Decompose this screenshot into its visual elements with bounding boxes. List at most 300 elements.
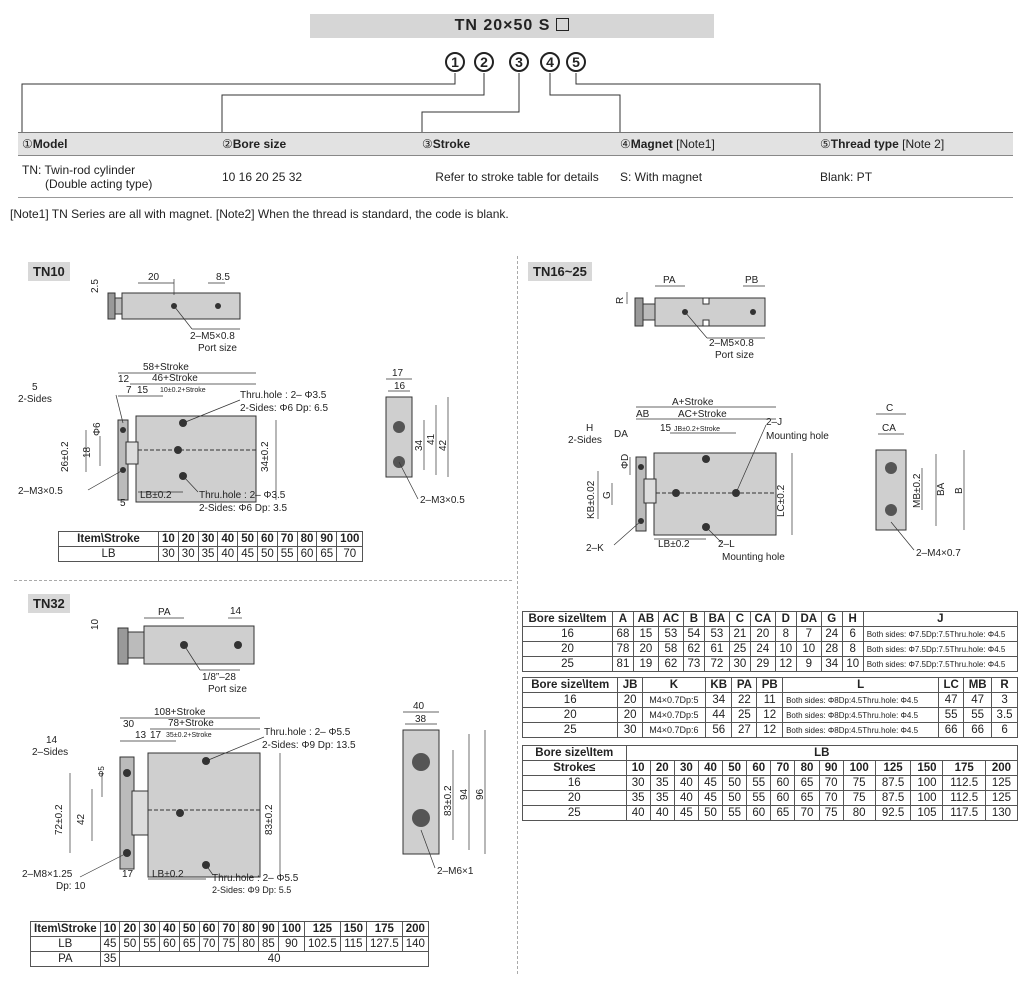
tn32-lb-label: LB±0.2: [152, 869, 184, 880]
tn32-lb-0: LB: [31, 937, 101, 952]
tn10-th-1: 10: [159, 532, 179, 547]
tn10-top-dim-2-5: 2.5: [90, 279, 101, 293]
tn32-dim-72: 72±0.2: [54, 804, 65, 835]
tn1625-side-b: B: [954, 487, 965, 494]
t3-s2: 30: [674, 761, 698, 776]
tn1625-mh2-label: Mounting hole: [722, 552, 785, 563]
tn32-lb-10: 90: [278, 937, 304, 952]
t1-r2-c0: 25: [523, 657, 613, 672]
tn10-top-port-label: Port size: [198, 343, 237, 354]
tn1625-title: TN16~25: [528, 262, 592, 281]
tn1625-t2-row-16: [523, 693, 1018, 708]
tn1625-top-pb: PB: [745, 275, 759, 286]
tn32-lb-table: [30, 921, 429, 967]
model-code-text: TN 20×50 S: [454, 17, 551, 34]
t3-r0-c0: 16: [523, 776, 627, 791]
tn32-lb-3: 55: [140, 937, 160, 952]
t2-th-1: JB: [618, 678, 642, 693]
t3-r1-c11: 87.5: [875, 791, 911, 806]
tn1625-t1-row-16: [523, 627, 1018, 642]
tn10-td-8: 60: [297, 547, 317, 562]
t2-r0-c1: 20: [618, 693, 642, 708]
t2-th-5: PB: [757, 678, 783, 693]
t2-r0-c5: 11: [757, 693, 783, 708]
tn32-th-5: 50: [179, 922, 199, 937]
tn10-td-1: 30: [159, 547, 179, 562]
position-4-circle: [540, 52, 560, 72]
tn32-th-9: 90: [259, 922, 279, 937]
t1-r0-c8: 8: [775, 627, 796, 642]
tn1625-table-1: [522, 611, 1018, 672]
t1-th-7: CA: [750, 612, 775, 627]
t1-r0-c7: 20: [750, 627, 775, 642]
t2-th-2: K: [642, 678, 705, 693]
tn32-side-94: 94: [459, 788, 470, 800]
tn10-side-m3: 2–M3×0.5: [420, 495, 465, 506]
t1-r1-c5: 61: [704, 642, 729, 657]
t3-r0-c7: 60: [771, 776, 795, 791]
tn32-table-row-pa: [31, 952, 429, 967]
tn32-lb-1: 45: [100, 937, 120, 952]
t2-r2-c9: 6: [992, 723, 1018, 738]
t1-r0-c4: 54: [683, 627, 704, 642]
t2-r2-c4: 27: [732, 723, 757, 738]
t1-r0-c3: 53: [658, 627, 683, 642]
t2-r1-c4: 25: [732, 708, 757, 723]
tn10-thru-hole-1b: 2-Sides: Φ6 Dp: 6.5: [240, 403, 329, 414]
position-2-circle: [474, 52, 494, 72]
tn32-thru-hole-1: Thru.hole : 2– Φ5.5: [264, 727, 351, 738]
tn32-top-rod: [128, 632, 144, 658]
t1-r0-c11: 6: [842, 627, 863, 642]
t1-th-4: B: [683, 612, 704, 627]
t3-r0-c5: 50: [723, 776, 747, 791]
t2-r2-c7: 66: [939, 723, 964, 738]
tn1625-front-view: [568, 395, 854, 570]
tn32-lb-2: 50: [120, 937, 140, 952]
header-model-title: Model: [32, 137, 68, 151]
tn32-lb-14: 140: [402, 937, 428, 952]
t1-r2-c8: 12: [775, 657, 796, 672]
tn32-side-38: 38: [415, 714, 427, 725]
tn32-dim-83: 83±0.2: [264, 804, 275, 835]
tn32-lb-4: 60: [160, 937, 180, 952]
tn10-dim-stroke: 10±0.2+Stroke: [160, 387, 206, 394]
t1-r1-c7: 24: [750, 642, 775, 657]
tn32-th-7: 70: [219, 922, 239, 937]
tn1625-top-view: [605, 268, 805, 368]
t1-th-0: Bore size\Item: [523, 612, 613, 627]
tn1625-t1-row-25: [523, 657, 1018, 672]
tn32-top-port-label: Port size: [208, 684, 247, 695]
tn1625-side-ba: BA: [936, 482, 947, 496]
t1-r2-c3: 62: [658, 657, 683, 672]
tn32-side-hole-1: [412, 753, 430, 771]
t3-r0-c4: 45: [698, 776, 722, 791]
tn1625-side-m4: 2–M4×0.7: [916, 548, 961, 559]
t1-r0-c6: 21: [729, 627, 750, 642]
tn32-side-hole-2: [412, 809, 430, 827]
tn32-dim-30: 30: [123, 719, 135, 730]
t3-stroke-header: Stroke≤: [523, 761, 627, 776]
t2-r1-c0: 20: [523, 708, 618, 723]
header-magnet: [616, 133, 816, 156]
model-table-header: [18, 133, 1013, 156]
tn32-dim-13: 13: [135, 730, 147, 741]
tn10-side-41: 41: [426, 433, 437, 445]
tn1625-top-port-spec: 2–M5×0.8: [709, 338, 754, 349]
tn1625-l-label: 2–L: [718, 539, 735, 550]
t3-h1: Bore size\Item: [523, 746, 627, 761]
header-stroke: [418, 133, 616, 156]
tn1625-t2-row-20: [523, 708, 1018, 723]
magnet-cell: S: With magnet: [616, 156, 816, 198]
tn1625-dim-a: A+Stroke: [672, 397, 714, 408]
tn32-pa-2: 40: [120, 952, 429, 967]
t2-r2-c2: M4×0.7Dp:6: [642, 723, 705, 738]
tn32-lb-7: 75: [219, 937, 239, 952]
t1-r2-c2: 19: [633, 657, 658, 672]
t1-th-10: G: [821, 612, 842, 627]
t3-r2-c14: 130: [985, 806, 1017, 821]
tn10-dim-46: 46+Stroke: [152, 373, 198, 384]
header-bore: [218, 133, 418, 156]
model-code: [310, 14, 714, 38]
tn1625-top-slot-1: [703, 298, 709, 304]
t3-r0-c8: 65: [795, 776, 819, 791]
thread-cell: Blank: PT: [816, 156, 1013, 198]
tn1625-dim-h: H: [586, 423, 594, 434]
tn10-dim-58: 58+Stroke: [143, 362, 189, 373]
t3-lb-header: LB: [626, 746, 1017, 761]
t3-r0-c1: 30: [626, 776, 650, 791]
tn10-td-9: 65: [317, 547, 337, 562]
position-3-circle: [509, 52, 529, 72]
bore-cell: 10 16 20 25 32: [218, 156, 418, 198]
tn1625-t2-header: [523, 678, 1018, 693]
t3-s11: 150: [911, 761, 943, 776]
tn32-hole-a: [176, 809, 184, 817]
t1-r0-c10: 24: [821, 627, 842, 642]
tn32-top-plate: [118, 628, 128, 664]
tn32-th-10: 100: [278, 922, 304, 937]
position-1-circle: [445, 52, 465, 72]
t3-r1-c0: 20: [523, 791, 627, 806]
tn1625-hole-c: [702, 455, 710, 463]
tn32-dim-14: 14: [46, 735, 58, 746]
tn1625-t3-row-25: [523, 806, 1018, 821]
t2-r0-c4: 22: [732, 693, 757, 708]
t3-r0-c14: 125: [985, 776, 1017, 791]
t3-r2-c7: 65: [771, 806, 795, 821]
tn10-td-5: 45: [238, 547, 258, 562]
tn32-top-pa: PA: [158, 607, 171, 618]
t3-r2-c9: 75: [819, 806, 843, 821]
tn10-th-9: 90: [317, 532, 337, 547]
t3-r0-c11: 87.5: [875, 776, 911, 791]
tn10-dim-34: 34±0.2: [260, 441, 271, 472]
tn10-th-3: 30: [198, 532, 218, 547]
tn10-front-rod-block: [126, 442, 138, 464]
tn10-td-3: 35: [198, 547, 218, 562]
tn10-th-7: 70: [277, 532, 297, 547]
tn1625-lb-label: LB±0.2: [658, 539, 690, 550]
t3-r2-c6: 60: [747, 806, 771, 821]
header-thread: [816, 133, 1013, 156]
t1-r2-c9: 9: [796, 657, 821, 672]
tn1625-top-slot-2: [703, 320, 709, 326]
tn10-thru-hole-2: Thru.hole : 2– Φ3.5: [199, 490, 286, 501]
t3-s5: 60: [747, 761, 771, 776]
t2-r0-c8: 47: [964, 693, 992, 708]
tn1625-mh-label: Mounting hole: [766, 431, 829, 442]
t1-r2-c11: 10: [842, 657, 863, 672]
t3-r2-c2: 40: [650, 806, 674, 821]
tn32-table-header: [31, 922, 429, 937]
tn32-lb-11: 102.5: [305, 937, 341, 952]
tn10-thru-hole-1: Thru.hole : 2– Φ3.5: [240, 390, 327, 401]
t3-r2-c1: 40: [626, 806, 650, 821]
tn32-side-m6: 2–M6×1: [437, 866, 474, 877]
tn10-side-hole-1: [393, 421, 405, 433]
position-1-label: 1: [451, 54, 459, 70]
t2-r0-c6: Both sides: Φ8Dp:4.5Thru.hole: Φ4.5: [783, 693, 939, 708]
tn1625-j-label: 2–J: [766, 417, 783, 428]
t3-r0-c9: 70: [819, 776, 843, 791]
tn32-table-row-lb: [31, 937, 429, 952]
t3-s4: 50: [723, 761, 747, 776]
tn32-dim-42: 42: [76, 813, 87, 825]
tn1625-side-mb: MB±0.2: [912, 473, 923, 508]
tn1625-dim-od: ΦD: [620, 453, 631, 469]
tn10-dim-26: 26±0.2: [60, 441, 71, 472]
tn10-sides-label: 2-Sides: [18, 394, 52, 405]
tn32-th-4: 40: [160, 922, 180, 937]
t2-r2-c0: 25: [523, 723, 618, 738]
t3-r1-c3: 40: [674, 791, 698, 806]
t1-r2-c7: 29: [750, 657, 775, 672]
t1-r0-c0: 16: [523, 627, 613, 642]
t3-r0-c13: 112.5: [943, 776, 986, 791]
t1-th-12: J: [863, 612, 1017, 627]
t2-r0-c7: 47: [939, 693, 964, 708]
tn32-pa-1: 35: [100, 952, 120, 967]
tn10-front-view: [18, 360, 358, 530]
t3-s6: 70: [771, 761, 795, 776]
model-line-2: (Double acting type): [45, 176, 153, 191]
t2-r1-c1: 20: [618, 708, 642, 723]
tn10-dim-15: 15: [137, 385, 149, 396]
tn32-top-14: 14: [230, 606, 242, 617]
t3-r2-c11: 92.5: [875, 806, 911, 821]
t1-r2-c12: Both sides: Φ7.5Dp:7.5Thru.hole: Φ4.5: [863, 657, 1017, 672]
t2-r2-c5: 12: [757, 723, 783, 738]
tn10-dim-phi6: Φ6: [92, 422, 103, 436]
tn1625-dim-jb: JB±0.2+Stroke: [674, 426, 721, 433]
tn10-m3-label: 2–M3×0.5: [18, 486, 63, 497]
tn1625-side-view: [862, 398, 1012, 568]
t3-r1-c2: 35: [650, 791, 674, 806]
t3-s1: 20: [650, 761, 674, 776]
tn32-top-10: 10: [90, 618, 101, 630]
tn1625-dim-da: DA: [614, 429, 628, 440]
horizontal-divider: [14, 580, 512, 581]
t1-th-3: AC: [658, 612, 683, 627]
tn10-side-42: 42: [438, 439, 449, 451]
tn32-dim-stroke: 35±0.2+Stroke: [166, 732, 212, 739]
tn10-title: TN10: [28, 262, 70, 281]
tn1625-t3-row-16: [523, 776, 1018, 791]
tn32-lb-13: 127.5: [366, 937, 402, 952]
t3-r1-c14: 125: [985, 791, 1017, 806]
tn32-dim-108: 108+Stroke: [154, 707, 206, 718]
header-magnet-note: [Note1]: [676, 137, 715, 151]
t1-r1-c8: 10: [775, 642, 796, 657]
tn10-td-2: 30: [178, 547, 198, 562]
t1-r0-c9: 7: [796, 627, 821, 642]
t1-r0-c1: 68: [612, 627, 633, 642]
tn10-table-header: [59, 532, 363, 547]
tn1625-t3-header-2: [523, 761, 1018, 776]
tn10-th-10: 100: [337, 532, 363, 547]
t2-r1-c5: 12: [757, 708, 783, 723]
t3-r1-c5: 50: [723, 791, 747, 806]
tn32-lb-6: 70: [199, 937, 219, 952]
t3-r1-c8: 65: [795, 791, 819, 806]
t2-r1-c7: 55: [939, 708, 964, 723]
tn1625-t3-row-20: [523, 791, 1018, 806]
t3-s10: 125: [875, 761, 911, 776]
tn32-th-12: 150: [340, 922, 366, 937]
tn10-table-row: [59, 547, 363, 562]
t1-r1-c12: Both sides: Φ7.5Dp:7.5Thru.hole: Φ4.5: [863, 642, 1017, 657]
tn32-sides-label: 2–Sides: [32, 747, 69, 758]
tn10-th-0: Item\Stroke: [59, 532, 159, 547]
tn1625-top-body: [655, 298, 765, 326]
tn1625-plate-hole-1: [638, 464, 644, 470]
t2-th-7: LC: [939, 678, 964, 693]
tn1625-dim-ac: AC+Stroke: [678, 409, 727, 420]
tn1625-side-hole-1: [885, 462, 897, 474]
tn10-top-dim-8-5: 8.5: [216, 272, 230, 283]
t3-r2-c4: 50: [698, 806, 722, 821]
t2-r0-c2: M4×0.7Dp:5: [642, 693, 705, 708]
t3-r1-c9: 70: [819, 791, 843, 806]
tn1625-top-port-label: Port size: [715, 350, 754, 361]
tn10-dim-12: 12: [118, 374, 130, 385]
tn10-td-0: LB: [59, 547, 159, 562]
t3-s13: 200: [985, 761, 1017, 776]
header-model: [18, 133, 218, 156]
t1-th-2: AB: [633, 612, 658, 627]
tn32-side-view: [385, 700, 515, 880]
tn1625-top-pa: PA: [663, 275, 676, 286]
tn10-td-7: 55: [277, 547, 297, 562]
t3-s3: 40: [698, 761, 722, 776]
t1-th-8: D: [775, 612, 796, 627]
tn32-thru-hole-2b: 2-Sides: Φ9 Dp: 5.5: [212, 885, 292, 895]
tn32-front-rod-block: [132, 791, 148, 835]
t1-r0-c12: Both sides: Φ7.5Dp:7.5Thru.hole: Φ4.5: [863, 627, 1017, 642]
t2-th-6: L: [783, 678, 939, 693]
t2-th-3: KB: [705, 678, 732, 693]
tn10-dim-18: 18: [82, 446, 93, 458]
header-magnet-title: Magnet: [630, 137, 673, 151]
tn10-lb-label: LB±0.2: [140, 490, 172, 501]
t3-r1-c6: 55: [747, 791, 771, 806]
t2-r0-c9: 3: [992, 693, 1018, 708]
t1-r0-c5: 53: [704, 627, 729, 642]
tn32-front-view: [18, 705, 378, 910]
t1-r0-c2: 15: [633, 627, 658, 642]
t3-r2-c3: 45: [674, 806, 698, 821]
t3-r1-c10: 75: [843, 791, 875, 806]
position-2-label: 2: [480, 54, 488, 70]
tn1625-dim-15: 15: [660, 423, 672, 434]
header-magnet-num: ④: [620, 137, 631, 151]
tn10-dim-5: 5: [32, 382, 38, 393]
tn1625-dim-g: G: [602, 491, 613, 499]
t1-r1-c11: 8: [842, 642, 863, 657]
tn1625-t1-row-20: [523, 642, 1018, 657]
tn32-side-body: [403, 730, 439, 854]
vertical-divider: [517, 256, 518, 974]
tn1625-top-rod: [643, 304, 655, 320]
t3-r1-c12: 100: [911, 791, 943, 806]
header-model-num: ①: [22, 137, 33, 151]
position-3-label: 3: [515, 54, 523, 70]
tn32-dim-17b: 17: [122, 869, 134, 880]
tn32-lb-9: 85: [259, 937, 279, 952]
tn32-side-40: 40: [413, 701, 425, 712]
t2-r1-c6: Both sides: Φ8Dp:4.5Thru.hole: Φ4.5: [783, 708, 939, 723]
tn32-m8-label: 2–M8×1.25: [22, 869, 73, 880]
tn10-top-view: [90, 265, 290, 365]
t2-r2-c8: 66: [964, 723, 992, 738]
t1-th-9: DA: [796, 612, 821, 627]
t3-s9: 100: [843, 761, 875, 776]
tn1625-hole-a: [672, 489, 680, 497]
tn32-thru-hole-1b: 2-Sides: Φ9 Dp: 13.5: [262, 740, 356, 751]
tn32-front-body: [148, 753, 260, 877]
tn1625-k-label: 2–K: [586, 543, 604, 554]
tn32-side-96: 96: [475, 788, 486, 800]
tn1625-t2-row-25: [523, 723, 1018, 738]
tn1625-table-2: [522, 677, 1018, 738]
t3-r2-c12: 105: [911, 806, 943, 821]
notes-text: [Note1] TN Series are all with magnet. [Note2] When the thread is standard, the code is blank.: [10, 207, 509, 221]
header-thread-title: Thread type: [830, 137, 899, 151]
t3-s7: 80: [795, 761, 819, 776]
tn10-top-dim-20: 20: [148, 272, 160, 283]
t3-r1-c4: 45: [698, 791, 722, 806]
tn32-plate-hole-1: [123, 769, 131, 777]
position-5-circle: [566, 52, 586, 72]
tn10-th-4: 40: [218, 532, 238, 547]
t3-r0-c2: 35: [650, 776, 674, 791]
t2-r1-c2: M4×0.7Dp:5: [642, 708, 705, 723]
t3-r2-c13: 117.5: [943, 806, 986, 821]
tn32-th-0: Item\Stroke: [31, 922, 101, 937]
t1-r2-c10: 34: [821, 657, 842, 672]
t3-s8: 90: [819, 761, 843, 776]
tn32-th-11: 125: [305, 922, 341, 937]
position-4-label: 4: [546, 54, 554, 70]
stroke-cell: Refer to stroke table for details: [418, 156, 616, 198]
t1-r1-c2: 20: [633, 642, 658, 657]
tn32-dp-label: Dp: 10: [56, 881, 86, 892]
header-thread-note: [Note 2]: [902, 137, 945, 151]
